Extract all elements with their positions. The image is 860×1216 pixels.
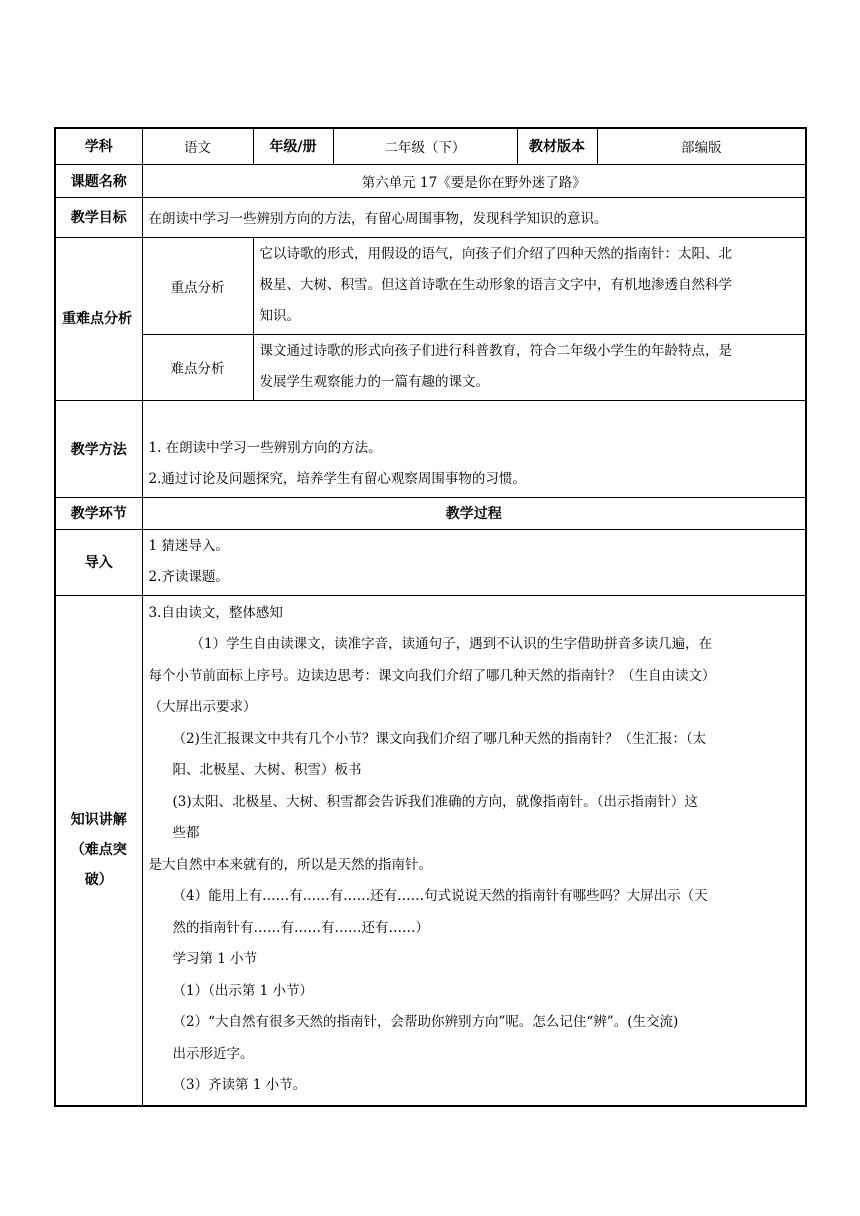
knowledge-line: （2)生汇报课文中共有几个小节？课文向我们介绍了哪几种天然的指南针？（生汇报：（太 <box>172 730 707 747</box>
grade-value: 二年级（下） <box>333 128 517 164</box>
difficult-analysis-line: 课文通过诗歌的形式向孩子们进行科普教育，符合二年级小学生的年龄特点，是 <box>259 343 732 359</box>
method-line: 1. 在朗读中学习一些辨别方向的方法。 <box>148 439 382 456</box>
lesson-label: 课题名称 <box>55 164 142 197</box>
intro-row <box>55 529 806 595</box>
process-title: 教学过程 <box>142 497 806 529</box>
intro-text <box>142 529 806 595</box>
lesson-plan-table <box>54 127 807 1107</box>
method-label: 教学方法 <box>55 400 142 497</box>
difficult-analysis-label: 难点分析 <box>142 334 253 400</box>
key-analysis-row <box>55 237 806 334</box>
knowledge-label-line: 破） <box>84 872 113 889</box>
key-analysis-text <box>253 237 806 334</box>
goal-text: 在朗读中学习一些辨别方向的方法，有留心周围事物，发现科学知识的意识。 <box>142 197 806 237</box>
knowledge-line: 阳、北极星、大树、积雪）板书 <box>172 762 362 778</box>
goal-label: 教学目标 <box>55 197 142 237</box>
knowledge-line: 3.自由读文，整体感知 <box>148 604 283 621</box>
analysis-label: 重难点分析 <box>55 237 142 400</box>
key-analysis-line: 极星、大树、积雪。但这首诗歌在生动形象的语言文字中，有机地渗透自然科学 <box>259 277 732 293</box>
method-line: 2.通过讨论及问题探究，培养学生有留心观察周围事物的习惯。 <box>148 470 526 487</box>
knowledge-line: 学习第 1 小节 <box>172 951 258 967</box>
knowledge-line: 些都 <box>172 825 200 841</box>
method-row <box>55 400 806 497</box>
knowledge-text <box>142 595 806 1106</box>
subject-value: 语文 <box>142 128 253 164</box>
knowledge-line: （2）“大自然有很多天然的指南针，会帮助你辨别方向”呢。怎么记住“辨”。(生交流) <box>172 1014 679 1030</box>
key-analysis-line: 知识。 <box>259 308 300 324</box>
knowledge-line: （1）（出示第 1 小节） <box>172 982 314 999</box>
knowledge-line: （大屏出示要求） <box>148 699 257 715</box>
difficult-analysis-line: 发展学生观察能力的一篇有趣的课文。 <box>259 374 489 390</box>
intro-line: 2.齐读课题。 <box>148 569 229 585</box>
knowledge-line: 出示形近字。 <box>172 1045 254 1062</box>
goal-row <box>55 197 806 237</box>
knowledge-line: 每个小节前面标上序号。边读边思考：课文向我们介绍了哪几种天然的指南针？（生自由读文） <box>148 667 716 684</box>
lesson-title: 第六单元 17《要是你在野外迷了路》 <box>142 164 806 197</box>
knowledge-line: 是大自然中本来就有的，所以是天然的指南针。 <box>148 856 432 873</box>
process-header-row <box>55 497 806 529</box>
edition-label: 教材版本 <box>517 128 597 164</box>
knowledge-line: （3）齐读第 1 小节。 <box>172 1077 307 1093</box>
method-text <box>142 400 806 497</box>
knowledge-line: 然的指南针有……有……有……还有……） <box>172 919 429 936</box>
process-stage-label: 教学环节 <box>55 497 142 529</box>
edition-value: 部编版 <box>597 128 806 164</box>
grade-label: 年级/册 <box>253 128 333 164</box>
knowledge-label-line: 知识讲解 <box>70 812 127 829</box>
knowledge-line: （4）能用上有……有……有……还有……句式说说天然的指南针有哪些吗？大屏出示（天 <box>172 888 708 904</box>
difficult-analysis-text <box>253 334 806 400</box>
difficult-analysis-row <box>55 334 806 400</box>
lesson-row <box>55 164 806 197</box>
knowledge-label <box>55 595 142 1106</box>
header-row <box>55 128 806 164</box>
knowledge-line: （1）学生自由读课文，读准字音，读通句子，遇到不认识的生字借助拼音多读几遍，在 <box>190 636 713 652</box>
intro-line: 1 猜迷导入。 <box>148 538 229 554</box>
knowledge-row <box>55 595 806 1106</box>
knowledge-label-line: （难点突 <box>70 842 127 859</box>
key-analysis-label: 重点分析 <box>142 237 253 334</box>
key-analysis-line: 它以诗歌的形式，用假设的语气，向孩子们介绍了四种天然的指南针：太阳、北 <box>259 246 732 262</box>
intro-label: 导入 <box>55 529 142 595</box>
knowledge-line: (3)太阳、北极星、大树、积雪都会告诉我们准确的方向，就像指南针。（出示指南针）这 <box>172 793 698 810</box>
subject-label: 学科 <box>55 128 142 164</box>
